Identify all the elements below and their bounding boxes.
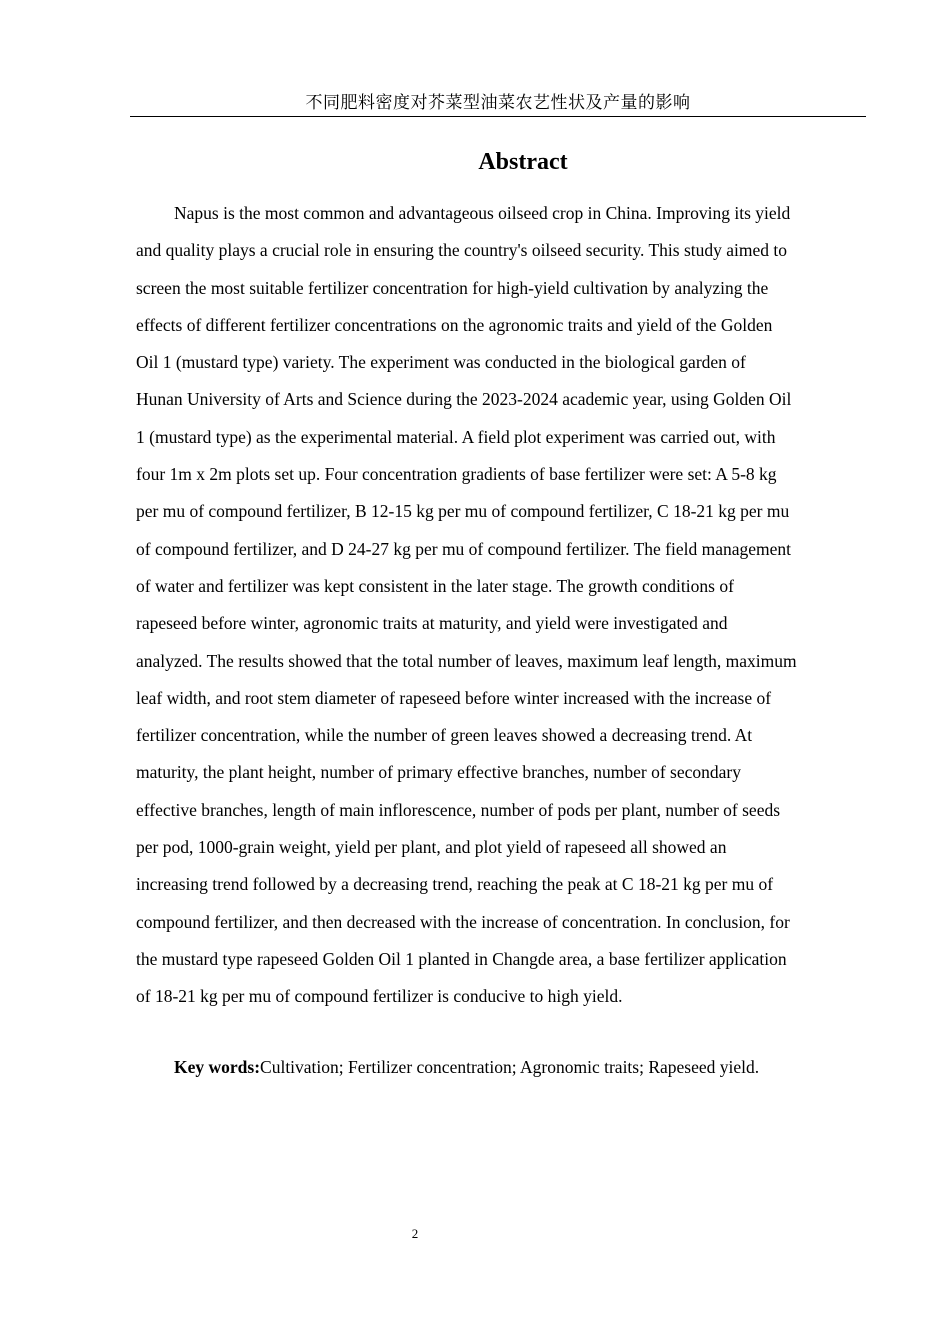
abstract-line: the mustard type rapeseed Golden Oil 1 planted in Changde area, a base fertilizer application [136,948,787,969]
abstract-line: of water and fertilizer was kept consistent in the later stage. The growth conditions of [136,575,734,596]
abstract-line: per pod, 1000-grain weight, yield per plant, and plot yield of rapeseed all showed an [136,837,727,858]
abstract-line: maturity, the plant height, number of primary effective branches, number of secondary [136,762,741,783]
abstract-line: analyzed. The results showed that the total number of leaves, maximum leaf length, maximum [136,650,797,671]
abstract-line: effective branches, length of main inflorescence, number of pods per plant, number of seeds [136,799,781,820]
abstract-line: rapeseed before winter, agronomic traits at maturity, and yield were investigated and [136,613,728,634]
running-header-title: 不同肥料密度对芥菜型油菜农艺性状及产量的影响 [305,93,691,113]
abstract-line: Oil 1 (mustard type) variety. The experiment was conducted in the biological garden of [136,352,746,373]
page-number: 2 [411,1226,419,1241]
abstract-body [136,195,864,1016]
abstract-line: effects of different fertilizer concentrations on the agronomic traits and yield of the Golden [136,314,773,335]
abstract-line: leaf width, and root stem diameter of rapeseed before winter increased with the increase of [136,687,772,708]
abstract-line: per mu of compound fertilizer, B 12-15 kg per mu of compound fertilizer, C 18-21 kg per mu [136,501,790,522]
abstract-line: increasing trend followed by a decreasing trend, reaching the peak at C 18-21 kg per mu of [136,874,774,895]
abstract-line: of 18-21 kg per mu of compound fertilizer is conducive to high yield. [136,986,623,1007]
abstract-line: four 1m x 2m plots set up. Four concentration gradients of base fertilizer were set: A 5-8 kg [136,464,777,485]
abstract-line: compound fertilizer, and then decreased with the increase of concentration. In conclusion, for [136,911,790,932]
keywords-text: Cultivation; Fertilizer concentration; Agronomic traits; Rapeseed yield. [260,1057,760,1077]
abstract-title: Abstract [478,149,568,175]
abstract-line: and quality plays a crucial role in ensuring the country's oilseed security. This study aimed to [136,240,787,261]
abstract-line: of compound fertilizer, and D 24-27 kg per mu of compound fertilizer. The field management [136,538,792,559]
abstract-line: 1 (mustard type) as the experimental material. A field plot experiment was carried out, with [136,426,776,447]
abstract-line: Hunan University of Arts and Science during the 2023-2024 academic year, using Golden Oil [136,389,792,410]
keywords-label: Key words: [174,1057,261,1077]
running-header [130,92,866,117]
keywords [174,1053,759,1081]
abstract-line: fertilizer concentration, while the number of green leaves showed a decreasing trend. At [136,725,753,746]
abstract-line: Napus is the most common and advantageous oilseed crop in China. Improving its yield [174,203,791,223]
abstract-line: screen the most suitable fertilizer concentration for high-yield cultivation by analyzing the [136,277,769,298]
